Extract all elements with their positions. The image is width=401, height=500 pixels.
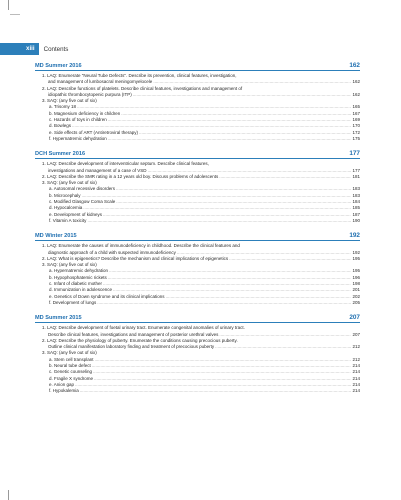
toc-entry-text: b. Microcephaly [49, 192, 81, 198]
toc-entry-page: 205 [352, 299, 360, 305]
toc-entry-text: 3. SAQ: (any five out of six) [42, 98, 97, 104]
page-number: xiii [0, 43, 39, 55]
section-title: MD Summer 2016 [35, 63, 82, 69]
toc-entry-text: c. Hazards of toys in children [49, 117, 107, 123]
toc-entry-page: 184 [352, 199, 360, 205]
toc-entry-page: 214 [352, 381, 360, 387]
toc-entry-page: 183 [352, 192, 360, 198]
toc-entry-text: a. Trisomy 18 [49, 104, 77, 110]
toc-entry-page: 201 [352, 287, 360, 293]
toc-entry-text: f. Vitamin A toxicity [49, 217, 87, 223]
toc-section [35, 150, 360, 224]
toc-entry-text: f. Hypokalemia [49, 388, 79, 394]
section-heading [35, 314, 360, 323]
toc-entry-text: e. Development of kidneys [49, 211, 103, 217]
toc-entry-text: a. Autosomal recessive disorders [49, 186, 116, 192]
toc-entry-page: 198 [352, 281, 360, 287]
toc-entry[interactable] [35, 300, 360, 306]
toc-entry-text: f. Hypernatremic dehydration [49, 135, 107, 141]
dot-leader [80, 388, 352, 394]
toc-entry-text: and management of lumbosacral meningomyelocele [48, 79, 153, 85]
toc-entry-page: 214 [352, 375, 360, 381]
page-header [0, 43, 68, 55]
toc-entry-page: 195 [352, 268, 360, 274]
toc-entry-text: d. Fragile X syndrome [49, 375, 94, 381]
toc-entry-page: 185 [352, 205, 360, 211]
toc-entry-text: 1. LAQ: Enumerate the causes of immunodeficiency in childhood. Describe the clinical features and [42, 243, 240, 249]
toc-entry-page: 187 [352, 211, 360, 217]
section-page-number: 177 [349, 150, 360, 158]
toc-entry-text: d. Hypocalcemia [49, 205, 83, 211]
section-heading [35, 150, 360, 159]
dot-leader [97, 300, 351, 306]
section-heading [35, 232, 360, 241]
toc-entry-page: 167 [352, 110, 360, 116]
toc-entry-text: diagnostic approach of a child with suspected immunodeficiency [48, 249, 176, 255]
crop-mark-bottom [0, 490, 9, 500]
toc-entry-text: Describe clinical features, investigations and management of posterior urethral valves [48, 331, 219, 337]
toc-entry-text: 2. LAQ: What is epigenetics? Describe the mechanism and clinical implications of epigenetics [42, 255, 229, 261]
toc-entry[interactable] [35, 136, 360, 142]
toc-entry-page: 214 [352, 388, 360, 394]
toc-entry-text: 2. LAQ: Describe functions of platelets. Describe clinical features, investigations and management of [42, 85, 243, 91]
dot-leader [108, 136, 352, 142]
toc-entry-text: 1. LAQ: Describe development of foetal urinary tract. Enumerate congenital anomalies of urinary tract. [42, 325, 245, 331]
section-title: DCH Summer 2016 [35, 151, 86, 158]
toc-entry-page: 175 [352, 135, 360, 141]
toc-entry-text: a. Hypernatremic dehydration [49, 268, 109, 274]
toc-entry-page: 212 [352, 344, 360, 350]
toc-section [35, 314, 360, 394]
table-of-contents [35, 62, 360, 402]
toc-entry-text: b. Hypophosphatemic rickets [49, 274, 107, 280]
toc-entry-text: investigations and management of a case of VSD [48, 167, 147, 173]
toc-entry-page: 172 [352, 129, 360, 135]
section-page-number: 162 [349, 62, 360, 69]
toc-entry-text: c. Genetic counseling [49, 369, 93, 375]
dot-leader [229, 256, 351, 262]
toc-entry-text: 1. LAQ: Enumerate "Neural Tube Defects". Describe its prevention, clinical features, investigation, [42, 73, 237, 78]
toc-entry-page: 212 [352, 356, 360, 362]
crop-mark-line [10, 14, 20, 15]
toc-entry-text: 2. LAQ: Describe the SMR rating in a 12 years old boy. Discuss problems of adolescents [42, 173, 219, 179]
section-heading [35, 62, 360, 71]
toc-entry-text: 3. SAQ: (any five out of six) [42, 350, 97, 356]
toc-entry-text: idiopathic thrombocytopenic purpura (ITP) [48, 91, 132, 97]
toc-entry[interactable] [35, 218, 360, 224]
toc-entry[interactable] [35, 388, 360, 394]
header-title: Contents [43, 45, 69, 53]
toc-entry-text: 3. SAQ: (any five out of six) [42, 180, 97, 186]
toc-section [35, 62, 360, 142]
section-title: MD Summer 2015 [35, 315, 82, 322]
section-title: MD Winter 2015 [35, 233, 77, 240]
toc-entry-page: 170 [352, 123, 360, 129]
crop-mark-top [0, 0, 9, 10]
toc-entry-page: 214 [352, 362, 360, 368]
toc-entry-text: e. Genetics of Down syndrome and its clinical implications [49, 293, 165, 299]
toc-entry-page: 202 [352, 293, 360, 299]
section-page-number: 207 [349, 314, 360, 322]
toc-entry-page: 162 [352, 79, 360, 85]
toc-entry-text: b. Neural tube defect [49, 362, 91, 368]
toc-entry-page: 192 [352, 249, 360, 255]
toc-entry-page: 183 [352, 186, 360, 192]
toc-entry-page: 169 [352, 117, 360, 123]
toc-entry-page: 162 [352, 91, 360, 97]
dot-leader [87, 218, 351, 224]
toc-entry-text: a. Stem cell transplant [49, 356, 94, 362]
toc-entry-text: Outline clinical manifestation laboratory finding and treatment of precocious puberty [48, 344, 215, 350]
toc-entry-text: b. Magnesium deficiency in children [49, 110, 121, 116]
toc-entry-text: e. Anion gap [49, 381, 75, 387]
toc-entry-page: 207 [352, 331, 360, 337]
toc-entry-text: 1. LAQ: Describe development of interventricular septum. Describe clinical features, [42, 161, 209, 167]
toc-section [35, 232, 360, 306]
toc-entry-page: 214 [352, 369, 360, 375]
dot-leader [219, 332, 351, 338]
toc-entry-text: d. Bowlegs [49, 123, 72, 129]
dot-leader [219, 174, 351, 180]
toc-entry-text: 2. LAQ: Describe the physiology of puberty. Enumerate the conditions causing precocious puberty. [42, 337, 238, 343]
section-page-number: 192 [349, 232, 360, 240]
dot-leader [215, 344, 351, 350]
toc-entry-page: 190 [352, 217, 360, 223]
toc-entry-page: 181 [352, 173, 360, 179]
dot-leader [133, 92, 352, 98]
toc-entry-page: 195 [352, 255, 360, 261]
toc-entry-text: c. Infant of diabetic mother [49, 281, 103, 287]
toc-entry-text: d. Immunization in adolescence [49, 287, 113, 293]
toc-entry-page: 165 [352, 104, 360, 110]
toc-entry-text: e. Side effects of ART (Antiretroviral therapy) [49, 129, 139, 135]
toc-entry-text: f. Development of lungs [49, 299, 97, 305]
toc-entry-page: 177 [352, 167, 360, 173]
toc-entry-text: c. Modified Glasgow Coma Scale [49, 199, 116, 205]
toc-entry-text: 3. SAQ: (any five out of six) [42, 262, 97, 268]
toc-entry-page: 196 [352, 274, 360, 280]
